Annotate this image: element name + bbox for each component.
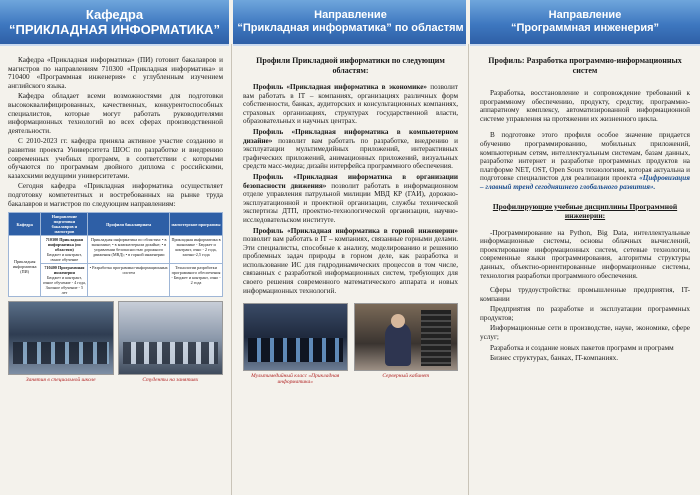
applied-header	[233, 0, 466, 46]
profile-name: Профиль «Прикладная информатика в горной инженерии»	[253, 226, 458, 235]
software-p1: Разработка, восстановление и сопровождение требований к программному обеспечению, продукту, средству, программно-аппаратному комплексу, автоматизированной информационной системе управления на протяжении их жизненного цикла.	[480, 89, 690, 123]
profile-desc: позволит работать в информационном отделе управления патрульной милиции МВД КР (ГАИ), дорожно-эксплуатационной и проектной организации, службы технической экспертизы ДТП, проектно-технологической организации, научно-исследовательском институте.	[243, 181, 458, 224]
column-department	[0, 0, 229, 495]
profile-name: Профиль «Прикладная информатика в экономике»	[253, 83, 427, 91]
profile-traffic	[243, 173, 458, 225]
photo-row	[8, 301, 223, 375]
table-cell-master: Технологии разработки программного обеспечения - Бюджет и контракт, очно - 2 года	[170, 264, 223, 297]
profile-name: Профиль «Прикладная информатика в организации безопасности движения»	[243, 172, 458, 190]
list-item: Предприятия по разработке и эксплуатации программных продуктов;	[480, 305, 690, 322]
software-p2	[480, 131, 690, 191]
profile-desc: позволит вам работать по разработке, внедрению и эксплуатации мультимедийных приложений, интерактивных графических приложений, анимационных приложений, визуальных средств масс-медиа; дизайн интерфейса программного обеспечения.	[243, 136, 458, 171]
applied-header-line2: “Прикладная информатика” по областям	[237, 22, 464, 34]
table-cell-dept: Прикладная информатика (ПИ)	[9, 236, 41, 297]
direction-2-form: Бюджет и контракт, очное обучение - 4 года, Заочное обучение - 5 лет	[42, 275, 86, 296]
table-cell-profiles: • Разработка программно-информационных систем	[88, 264, 170, 297]
software-p2-main: В подготовке этого профиля особое значение придается обучению программированию, мобильных приложений, компьютерным сетям, интеллектуальным системам, базам данных, разработке интернет и разработке программных продуктов на платформе NET, OST, Open Sours технологиям, которая актуальна и подготовке специалистов для реализации проекта	[480, 131, 690, 183]
department-capabilities: Кафедра обладает всеми возможностями для подготовки высококвалифицированных, качественных, конкурентоспособных специалистов, которые могут работать руководителями информационных технологий во всех сферах производственной деятельности.	[8, 92, 223, 135]
list-item: Разработка и создание новых пакетов программ и программ	[490, 343, 674, 352]
column-software-engineering	[470, 0, 700, 495]
software-section-title: Профиль: Разработка программно-информационных систем	[488, 56, 682, 75]
column-divider	[231, 44, 232, 495]
table-header: Кафедра	[9, 213, 41, 236]
applied-text	[243, 83, 458, 295]
applied-section-title: Профили Прикладной информатики по следующим областям:	[256, 56, 445, 75]
photo-captions	[243, 373, 458, 385]
direction-1-form: Бюджет и контракт, очное обучение	[46, 252, 82, 263]
table-header: магистерские программы	[170, 213, 223, 236]
multimedia-class-photo	[243, 303, 348, 371]
table-cell-master: Прикладная информатика в экономике - Бюджет и контракт, очно - 2 года, заочно-2,5 года	[170, 236, 223, 264]
list-item: Информационные сети в производстве, науке, экономике, сфере услуг;	[480, 324, 690, 342]
profile-name: Профиль «Прикладная информатика в компьютерном дизайне»	[243, 127, 458, 145]
photo-caption: Мультимедийный класс «Прикладная информатика»	[251, 373, 340, 386]
table-row	[9, 236, 223, 264]
profile-mining	[243, 227, 458, 296]
table-header: Направление подготовки бакалавров и магистров	[41, 213, 88, 236]
table-header: Профили бакалавриата	[88, 213, 170, 236]
list-item: Бизнес структурах, банках, IT-компаниях.	[490, 354, 619, 363]
applied-header-line1: Направление	[314, 9, 387, 21]
server-room-photo	[354, 303, 459, 371]
column-applied-informatics	[233, 0, 466, 495]
profile-desc: позволит вам работать в IT – компаниях, связанные горными делами. Эти специалисты, способные к анализу, моделированию и решению проблемных задач природы в горном деле, как разработка и использование ИС для гидродинамических процессов в том числе, связанных с разработкой информационных систем, требующих для своего решения современного математического аппарата и новых информационных технологий.	[243, 235, 458, 295]
direction-1: 710300 Прикладная информатика (по областям)	[45, 237, 84, 253]
employment-list	[480, 286, 690, 363]
department-today: Сегодня кафедра «Прикладная информатика осуществляет подготовку компетентных и востребованных на рынке труда бакалавров и магистров по следующим направлениям:	[8, 182, 223, 208]
software-disciplines: -Программирование на Python, Big Data, интеллектуальные информационные системы, основы облачных вычислений, проектирование информационных систем, сетевые технологии, современные языки программирования, алгоритмы структуры данных, объектно-ориентированные информационные системы, технология разработки программного обеспечения.	[480, 228, 690, 280]
photo-caption: Серверный кабинет	[382, 373, 430, 380]
profile-design	[243, 128, 458, 171]
department-header	[0, 0, 229, 46]
profile-desc: позволит вам работать в IT – компаниях, организациях различных форм собственности, банках, аудиторских и консультационных компаниях, страховых организациях, структурах государственной власти, образовательных и научных центрах.	[243, 83, 459, 126]
software-p2-quote: «Цифровизация – главный тренд сегодняшнего глобального развития».	[480, 174, 690, 191]
software-header-line1: Направление	[548, 9, 622, 21]
department-header-line2: “ПРИКЛАДНАЯ ИНФОРМАТИКА”	[9, 22, 220, 37]
profile-economics	[243, 83, 458, 126]
department-header-line1: Кафедра	[85, 7, 144, 22]
software-text	[480, 89, 690, 363]
photo-row	[243, 303, 458, 371]
column-divider	[468, 44, 469, 495]
table-row	[9, 264, 223, 297]
students-photo	[118, 301, 224, 375]
photo-caption: Занятия в специальной школе	[25, 377, 96, 384]
software-header	[470, 0, 700, 46]
photo-caption: Студенты на занятиях	[142, 377, 199, 384]
department-history: С 2010-2023 гг. кафедра приняла активное участие созданию и развитии проекта Университета ШОС по разработке и внедрению современных учебных программ, в соответствии с которыми обучаются по программам двойного диплома с российскими, казахскими ведущими университетами.	[8, 137, 223, 180]
direction-2: 710400 Программная инженерия	[44, 265, 85, 276]
classroom-photo	[8, 301, 114, 375]
software-header-line2: “Программная инженерия”	[510, 22, 660, 34]
disciplines-subhead-text: Профилирующие учебные дисциплины Программной инженерии:	[492, 201, 678, 221]
table-cell-direction	[41, 236, 88, 264]
department-intro: Кафедра «Прикладная информатика» (ПИ) готовит бакалавров и магистров по направлениям 710300 «Прикладная информатика» и 710400 «Программная инженерия» с углубленным изучением английского языка.	[8, 56, 223, 90]
disciplines-subhead	[480, 202, 690, 221]
department-text	[8, 56, 223, 208]
photo-captions	[8, 377, 223, 383]
programs-table	[8, 212, 223, 297]
table-cell-profiles: Прикладная информатика по областям: • в экономике; • в компьютерном дизайне; • в управлении безопасностью дорожного движения (МВД); • в горной инженерии	[88, 236, 170, 264]
table-cell-direction	[41, 264, 88, 297]
list-item: Сферы трудоустройства: промышленные предприятия, IT-компании	[480, 286, 690, 303]
